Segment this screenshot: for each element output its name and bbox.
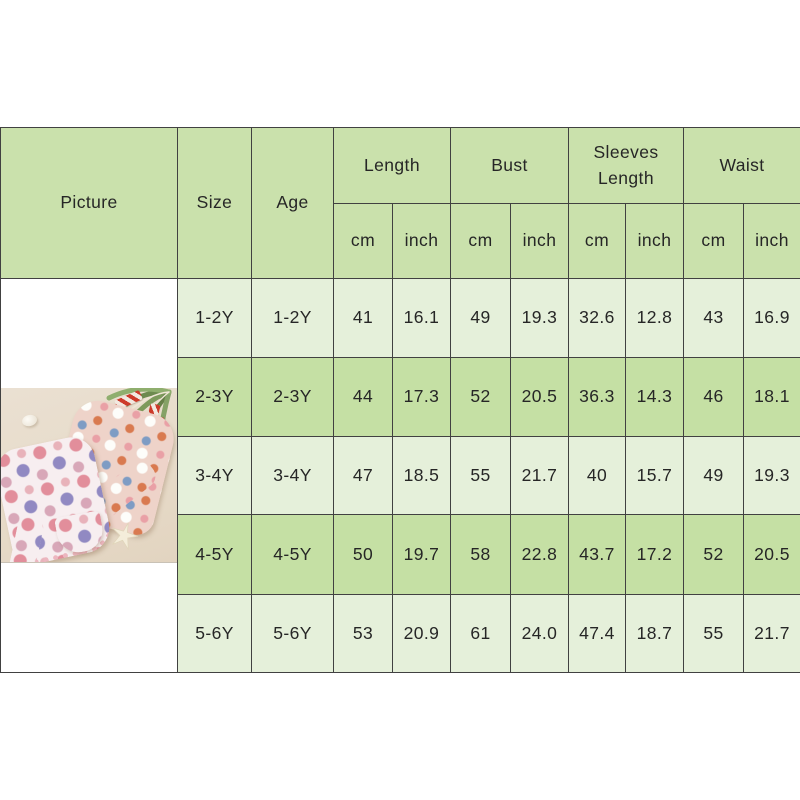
cell-length-inch: 17.3 bbox=[393, 358, 451, 437]
cell-bust-cm: 55 bbox=[451, 437, 511, 515]
cell-length-cm: 44 bbox=[334, 358, 393, 437]
unit-bust-cm: cm bbox=[451, 204, 511, 279]
header-group-row bbox=[1, 128, 800, 204]
cell-waist-inch: 21.7 bbox=[744, 595, 800, 673]
cell-sleeves-inch: 18.7 bbox=[626, 595, 684, 673]
cell-bust-cm: 49 bbox=[451, 279, 511, 358]
cell-length-cm: 53 bbox=[334, 595, 393, 673]
cell-bust-inch: 24.0 bbox=[511, 595, 569, 673]
cell-waist-inch: 18.1 bbox=[744, 358, 800, 437]
cell-waist-inch: 19.3 bbox=[744, 437, 800, 515]
cell-sleeves-cm: 47.4 bbox=[569, 595, 626, 673]
cell-length-inch: 19.7 bbox=[393, 515, 451, 595]
cell-waist-cm: 49 bbox=[684, 437, 744, 515]
cell-age: 3-4Y bbox=[252, 437, 334, 515]
cell-bust-inch: 21.7 bbox=[511, 437, 569, 515]
col-header-waist: Waist bbox=[684, 128, 800, 204]
cell-size: 5-6Y bbox=[178, 595, 252, 673]
cell-sleeves-cm: 36.3 bbox=[569, 358, 626, 437]
cell-bust-cm: 52 bbox=[451, 358, 511, 437]
unit-waist-inch: inch bbox=[744, 204, 800, 279]
product-photo-cell bbox=[1, 279, 178, 673]
unit-length-inch: inch bbox=[393, 204, 451, 279]
cell-size: 2-3Y bbox=[178, 358, 252, 437]
cell-length-inch: 16.1 bbox=[393, 279, 451, 358]
table-row bbox=[1, 279, 800, 358]
cell-size: 1-2Y bbox=[178, 279, 252, 358]
size-chart-table bbox=[0, 127, 800, 673]
col-header-bust: Bust bbox=[451, 128, 569, 204]
cell-length-cm: 47 bbox=[334, 437, 393, 515]
cell-bust-cm: 61 bbox=[451, 595, 511, 673]
shell-icon bbox=[21, 413, 38, 427]
table-header bbox=[1, 128, 800, 279]
cell-sleeves-inch: 17.2 bbox=[626, 515, 684, 595]
cell-age: 5-6Y bbox=[252, 595, 334, 673]
cell-sleeves-inch: 15.7 bbox=[626, 437, 684, 515]
cell-sleeves-cm: 32.6 bbox=[569, 279, 626, 358]
cell-size: 4-5Y bbox=[178, 515, 252, 595]
cell-sleeves-inch: 14.3 bbox=[626, 358, 684, 437]
cell-length-inch: 20.9 bbox=[393, 595, 451, 673]
cell-bust-inch: 22.8 bbox=[511, 515, 569, 595]
cell-bust-cm: 58 bbox=[451, 515, 511, 595]
col-header-sleeves-length: Sleeves Length bbox=[569, 128, 684, 204]
cell-waist-cm: 46 bbox=[684, 358, 744, 437]
cell-age: 4-5Y bbox=[252, 515, 334, 595]
cell-size: 3-4Y bbox=[178, 437, 252, 515]
cell-length-cm: 50 bbox=[334, 515, 393, 595]
cell-length-inch: 18.5 bbox=[393, 437, 451, 515]
cell-waist-cm: 52 bbox=[684, 515, 744, 595]
col-header-size: Size bbox=[178, 128, 252, 279]
cell-waist-inch: 16.9 bbox=[744, 279, 800, 358]
product-photo bbox=[1, 388, 177, 563]
col-header-length: Length bbox=[334, 128, 451, 204]
cell-sleeves-cm: 40 bbox=[569, 437, 626, 515]
unit-waist-cm: cm bbox=[684, 204, 744, 279]
col-header-age: Age bbox=[252, 128, 334, 279]
cell-waist-cm: 43 bbox=[684, 279, 744, 358]
cell-waist-inch: 20.5 bbox=[744, 515, 800, 595]
cell-length-cm: 41 bbox=[334, 279, 393, 358]
cell-sleeves-cm: 43.7 bbox=[569, 515, 626, 595]
cell-waist-cm: 55 bbox=[684, 595, 744, 673]
col-header-picture: Picture bbox=[1, 128, 178, 279]
unit-length-cm: cm bbox=[334, 204, 393, 279]
cell-age: 2-3Y bbox=[252, 358, 334, 437]
unit-sleeves-cm: cm bbox=[569, 204, 626, 279]
cell-bust-inch: 19.3 bbox=[511, 279, 569, 358]
cell-age: 1-2Y bbox=[252, 279, 334, 358]
cell-sleeves-inch: 12.8 bbox=[626, 279, 684, 358]
swimsuit-left-sleeve bbox=[2, 514, 46, 563]
unit-sleeves-inch: inch bbox=[626, 204, 684, 279]
cell-bust-inch: 20.5 bbox=[511, 358, 569, 437]
unit-bust-inch: inch bbox=[511, 204, 569, 279]
